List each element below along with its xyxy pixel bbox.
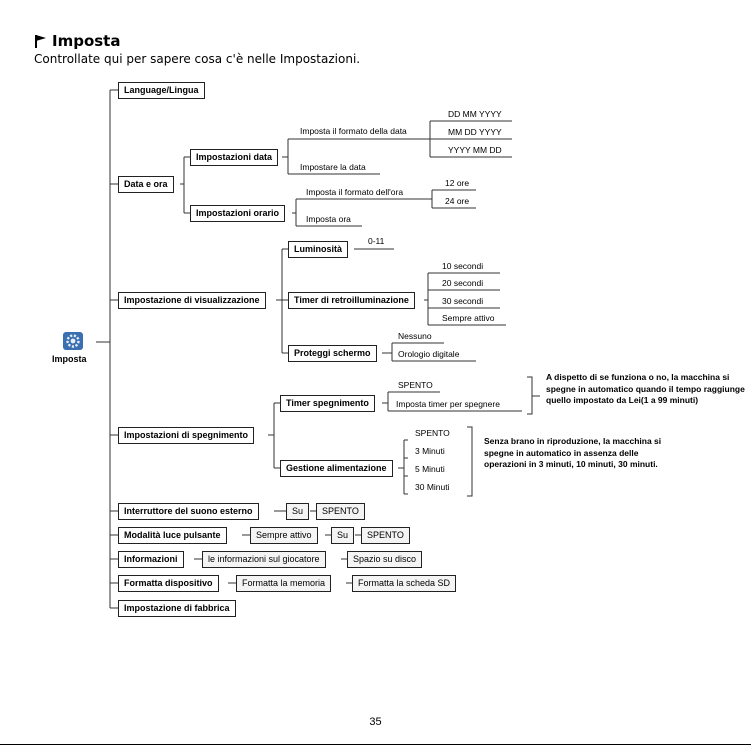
date-format-option[interactable]: YYYY MM DD [448,145,502,155]
page-number: 35 [369,716,382,728]
factory-settings-item[interactable]: Impostazione di fabbrica [118,600,236,617]
format-sd-option[interactable]: Formatta la scheda SD [352,575,456,592]
pulse-light-on-option[interactable]: Su [331,527,354,544]
date-settings-item[interactable]: Impostazioni data [190,149,278,166]
format-memory-option[interactable]: Formatta la memoria [236,575,331,592]
power-management-item[interactable]: Gestione alimentazione [280,460,393,477]
screensaver-item[interactable]: Proteggi schermo [288,345,377,362]
brightness-range: 0-11 [368,236,385,246]
page-title: Imposta [52,32,121,50]
set-date-label[interactable]: Impostare la data [300,162,366,172]
shutdown-timer-option[interactable]: SPENTO [398,380,433,390]
language-item[interactable]: Language/Lingua [118,82,205,99]
date-time-item[interactable]: Data e ora [118,176,174,193]
external-sound-item[interactable]: Interruttore del suono esterno [118,503,259,520]
screensaver-option[interactable]: Orologio digitale [398,349,460,359]
date-format-option[interactable]: DD MM YYYY [448,109,502,119]
power-option[interactable]: 5 Minuti [415,464,445,474]
time-format-option[interactable]: 24 ore [445,196,470,206]
page-subtitle: Controllate qui per sapere cosa c'è nelle Impostazioni. [34,52,361,66]
disk-space-option[interactable]: Spazio su disco [347,551,422,568]
root-label: Imposta [52,354,87,364]
screensaver-option[interactable]: Nessuno [398,331,432,341]
backlight-timer-item[interactable]: Timer di retroilluminazione [288,292,415,309]
date-format-label[interactable]: Imposta il formato della data [300,126,407,136]
pulse-light-off-option[interactable]: SPENTO [361,527,410,544]
time-format-option[interactable]: 12 ore [445,178,470,188]
power-option[interactable]: 3 Minuti [415,446,445,456]
external-sound-on-option[interactable]: Su [286,503,309,520]
pulse-light-always-option[interactable]: Sempre attivo [250,527,318,544]
info-item[interactable]: Informazioni [118,551,184,568]
backlight-option[interactable]: 10 secondi [442,261,484,271]
time-settings-item[interactable]: Impostazioni orario [190,205,285,222]
date-format-option[interactable]: MM DD YYYY [448,127,502,137]
pulse-light-item[interactable]: Modalità luce pulsante [118,527,227,544]
shutdown-timer-note: A dispetto di se funziona o no, la macchina si spegne in automatico quando il tempo raggiunge quello impostato da Lei(1 a 99 minuti) [546,372,745,405]
player-info-option[interactable]: le informazioni sul giocatore [202,551,326,568]
brightness-item[interactable]: Luminosità [288,241,348,258]
bottom-divider [0,744,751,745]
shutdown-settings-item[interactable]: Impostazioni di spegnimento [118,427,254,444]
power-management-note: Senza brano in riproduzione, la macchina si spegne in automatico in assenza delle operazioni in 3 minuti, 10 minuti, 30 minuti. [484,436,662,469]
backlight-option[interactable]: Sempre attivo [442,313,495,323]
external-sound-off-option[interactable]: SPENTO [316,503,365,520]
backlight-option[interactable]: 30 secondi [442,296,484,306]
shutdown-timer-option[interactable]: Imposta timer per spegnere [396,399,500,409]
shutdown-timer-item[interactable]: Timer spegnimento [280,395,375,412]
format-device-item[interactable]: Formatta dispositivo [118,575,219,592]
time-format-label[interactable]: Imposta il formato dell'ora [306,187,404,197]
power-option[interactable]: SPENTO [415,428,450,438]
gear-icon[interactable] [62,331,84,351]
display-settings-item[interactable]: Impostazione di visualizzazione [118,292,266,309]
backlight-option[interactable]: 20 secondi [442,278,484,288]
set-time-label[interactable]: Imposta ora [306,214,351,224]
power-option[interactable]: 30 Minuti [415,482,450,492]
